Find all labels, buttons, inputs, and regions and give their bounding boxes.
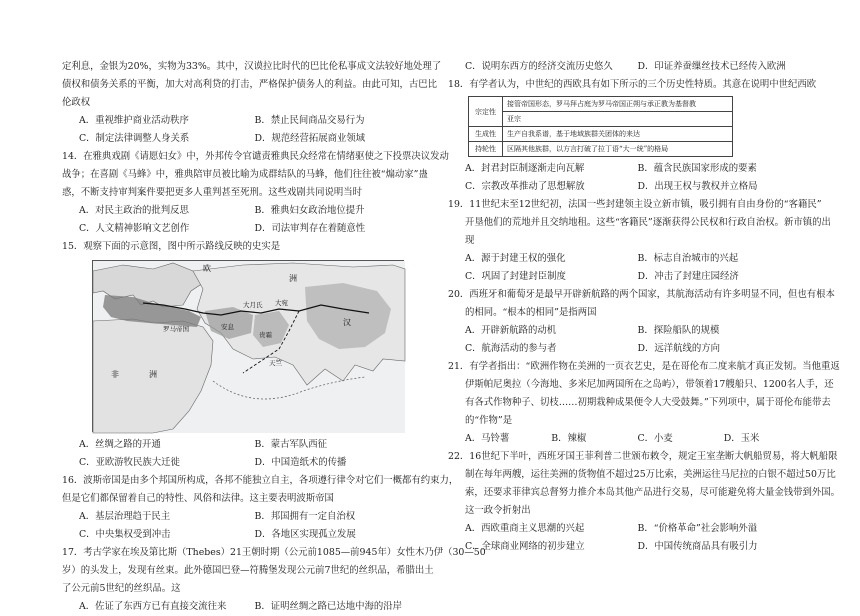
- option-d[interactable]: D．冲击了封建庄园经济: [637, 271, 739, 282]
- option-b[interactable]: B．标志自治城市的兴起: [637, 253, 739, 264]
- map-label-africa: 非: [111, 370, 119, 379]
- question-14-options-row: [62, 202, 430, 220]
- table-cell-key: 宗定性: [469, 97, 503, 127]
- question-15-options-row: [62, 454, 430, 472]
- option-d[interactable]: D．中国传统商品具有吸引力: [637, 541, 758, 552]
- question-20-text: 的相同。“根本的相同”是指两国: [465, 307, 597, 318]
- option-a[interactable]: A．封君封臣制逐渐走向瓦解: [465, 163, 585, 174]
- option-a[interactable]: A．重视维护商业活动秩序: [79, 115, 189, 126]
- table-cell-value: 区隔其他族群，以方言打破了拉丁语“大一统”的格局: [503, 142, 733, 157]
- question-14-options-row: [62, 220, 430, 238]
- option-d[interactable]: D．规范经营拓展商业领域: [254, 133, 366, 144]
- option-a[interactable]: A．对民主政治的批判反思: [79, 205, 189, 216]
- question-17-options-row: [448, 58, 810, 76]
- option-d[interactable]: D．司法审判存在着随意性: [254, 223, 366, 234]
- option-b[interactable]: B．邦国拥有一定自治权: [254, 511, 356, 522]
- question-22-text: 制在每年两艘，运往美洲的货物值不超过25万比索，美洲运往马尼拉的白银不超过50万比: [465, 469, 836, 480]
- option-c[interactable]: C．亚欧游牧民族大迁徙: [79, 457, 180, 468]
- option-a[interactable]: A．开辟新航路的动机: [465, 325, 557, 336]
- option-c[interactable]: C．巩固了封建封臣制度: [465, 271, 566, 282]
- table-cell-key: 持轮性: [469, 142, 503, 157]
- option-d[interactable]: D．中国造纸术的传播: [254, 457, 347, 468]
- question-21-text: 的“作物”是: [465, 415, 513, 426]
- option-a[interactable]: A．佐证了东西方已有直接交流往来: [79, 601, 227, 612]
- table-row: [469, 112, 733, 127]
- table-cell-value: 亚宗: [503, 112, 733, 127]
- map-label-asia: 洲: [289, 274, 297, 283]
- question-19-text: 开垦他们的荒地并且交纳地租。这些“客籍民”逐渐获得公民权和行政自治权。新市镇的出: [465, 217, 831, 228]
- question-22-text: 索，还要求菲律宾总督努力推介本岛其他产品进行交易，尽可能避免将大量金钱带到外国。: [465, 487, 841, 498]
- question-21-options-row: [448, 430, 810, 448]
- question-21-text: 21．有学者指出：“欧洲作物在美洲的一页衣艺史，是在哥伦布二度来航才真正发韧。当他重返: [448, 361, 840, 372]
- question-14-text: 14．在雅典戏剧《请愿妇女》中，外邦传令官谴责雅典民众经常在情绪驱使之下投票决议发动: [62, 151, 449, 162]
- option-b[interactable]: B．证明丝绸之路已达地中海的沿岸: [254, 601, 403, 612]
- map-label-europe: 欧: [203, 264, 211, 273]
- option-d[interactable]: D．玉米: [723, 433, 760, 444]
- option-b[interactable]: B．蒙古军队西征: [254, 439, 328, 450]
- question-16-options-row: [62, 526, 430, 544]
- table-row: [469, 142, 733, 157]
- question-20-options-row: [448, 322, 810, 340]
- question-22-options-row: [448, 520, 810, 538]
- option-c[interactable]: C．人文精神影响文艺创作: [79, 223, 190, 234]
- map-label-dawan: 大宛: [275, 299, 288, 307]
- option-d[interactable]: D．各地区实现孤立发展: [254, 529, 356, 540]
- question-18-text: 18．有学者认为，中世纪的西欧具有如下所示的三个历史性特质。其意在说明中世纪西欧: [448, 79, 817, 90]
- question-17-options-row: [62, 598, 430, 616]
- question-17-text: 17．考古学家在埃及第比斯（Thebes）21王朝时期（公元前1085—前945年）女性木乃伊（30—50: [62, 547, 486, 558]
- question-20-options-row: [448, 340, 810, 358]
- question-13-text: 伦政权: [62, 97, 91, 108]
- question-13-text: 债权和债务关系的平衡，加大对高利贷的打击，严格保护债务人的利益。由此可知，古巴比: [62, 79, 438, 90]
- option-c[interactable]: C．宗教改革推动了思想解放: [465, 181, 585, 192]
- question-19-text: 现: [465, 235, 475, 246]
- table-row: [469, 97, 733, 112]
- option-d[interactable]: D．远洋航线的方向: [637, 343, 721, 354]
- question-21-text: 有各式作物种子、切枝……初期栽种成果便令人大受鼓舞。”下列项中，属于哥伦布能带去: [465, 397, 831, 408]
- question-22-text: 22．16世纪下半叶，西班牙国王菲利普二世颁布敕令，规定王室垄断大帆船贸易，将大帆船限: [448, 451, 838, 462]
- option-d[interactable]: D．印证养蚕缫丝技术已经传入欧洲: [637, 61, 786, 72]
- option-d[interactable]: D．出现王权与教权并立格局: [637, 181, 758, 192]
- option-c[interactable]: C．中央集权受到冲击: [79, 529, 171, 540]
- option-b[interactable]: B．蕴含民族国家形成的要素: [637, 163, 757, 174]
- question-19-options-row: [448, 250, 810, 268]
- map-label-tianzhu: 天竺: [269, 359, 282, 367]
- table-cell-value: 生产自我系谱，基于地域族群关团体的来达: [503, 127, 733, 142]
- right-column: [448, 58, 841, 556]
- option-b[interactable]: B．探险船队的规模: [637, 325, 720, 336]
- table-row: [469, 127, 733, 142]
- question-22-text: 这一政令折射出: [465, 505, 531, 516]
- map-label-kushan: 贵霜: [259, 331, 272, 339]
- option-b[interactable]: B．禁止民间商品交易行为: [254, 115, 365, 126]
- question-22-options-row: [448, 538, 810, 556]
- map-label-africa-2: 洲: [149, 370, 157, 379]
- map-label-rome: 罗马帝国: [163, 325, 189, 333]
- option-b[interactable]: B．“价格革命”社会影响外溢: [637, 523, 758, 534]
- question-13-options-row: [62, 130, 430, 148]
- map-label-han: 汉: [343, 318, 351, 327]
- map-graphic: [93, 261, 405, 433]
- option-c[interactable]: C．制定法律调整人身关系: [79, 133, 190, 144]
- option-b[interactable]: B．雅典妇女政治地位提升: [254, 205, 365, 216]
- question-20-text: 20．西班牙和葡萄牙是最早开辟新航路的两个国家，其航海活动有许多明显不同，但也有根本: [448, 289, 835, 300]
- question-15-options-row: [62, 436, 430, 454]
- option-c[interactable]: C．说明东西方的经济交流历史悠久: [465, 61, 613, 72]
- question-16-text: 16．波斯帝国是由多个邦国所构成，各邦不能独立自主，各项遵行律令对它们一概都有约束力，: [62, 475, 459, 486]
- question-17-text: 岁）的头发上，发现有丝束。此外德国巴登—符腾堡发现公元前7世纪的丝织品，希腊出土: [62, 565, 434, 576]
- map-label-dayuezhi: 大月氏: [243, 301, 263, 309]
- question-19-text: 19．11世纪末至12世纪初，法国一些封建领主设立新市镇，吸引拥有自由身份的“客籍民”: [448, 199, 822, 210]
- option-a[interactable]: A．源于封建王权的强化: [465, 253, 566, 264]
- question-19-options-row: [448, 268, 810, 286]
- question-13-options-row: [62, 112, 430, 130]
- question-14-text: 战争；在喜剧《马蜂》中，雅典陪审员被比喻为成群结队的马蜂，他们往往被“煽动家”蛊: [62, 169, 428, 180]
- question-16-text: 但是它们都保留着自己的特性、风俗和法律。这主要表明波斯帝国: [62, 493, 334, 504]
- table-cell-key: 生成性: [469, 127, 503, 142]
- option-c[interactable]: C．航海活动的参与者: [465, 343, 557, 354]
- option-a[interactable]: A．基层治理趋于民主: [79, 511, 171, 522]
- option-a[interactable]: A．马铃薯: [465, 433, 510, 444]
- option-a[interactable]: A．西欧重商主义思潮的兴起: [465, 523, 585, 534]
- question-18-table: [468, 96, 733, 157]
- option-b[interactable]: B．辣椒: [551, 433, 587, 444]
- question-13-text: 定利息，金银为20%，实物为33%。其中，汉谟拉比时代的巴比伦私事成文法较好地处理了: [62, 61, 442, 72]
- question-18-options-row: [448, 160, 810, 178]
- option-c[interactable]: C．小麦: [637, 433, 673, 444]
- silk-road-map: [92, 260, 404, 432]
- question-21-text: 伊斯帕尼奥拉（今海地、多米尼加两国所在之岛屿），带领着17艘船只、1200名人手，还: [465, 379, 834, 390]
- map-label-parthia: 安息: [221, 323, 234, 331]
- option-c[interactable]: C．全球商业网络的初步建立: [465, 541, 585, 552]
- question-16-options-row: [62, 508, 430, 526]
- option-a[interactable]: A．丝绸之路的开通: [79, 439, 161, 450]
- question-14-text: 惑，不断支持审判案件要把更多人重判甚至死刑。这些戏剧共同说明当时: [62, 187, 363, 198]
- table-cell-value: 接管帝国形态，罗马拜占庭为罗马帝国正朔与承正教为基督教: [503, 97, 733, 112]
- question-15-text: 15．观察下面的示意图，图中所示路线反映的史实是: [62, 241, 281, 252]
- question-17-text: 了公元前5世纪的丝织品。这: [62, 583, 181, 594]
- question-18-options-row: [448, 178, 810, 196]
